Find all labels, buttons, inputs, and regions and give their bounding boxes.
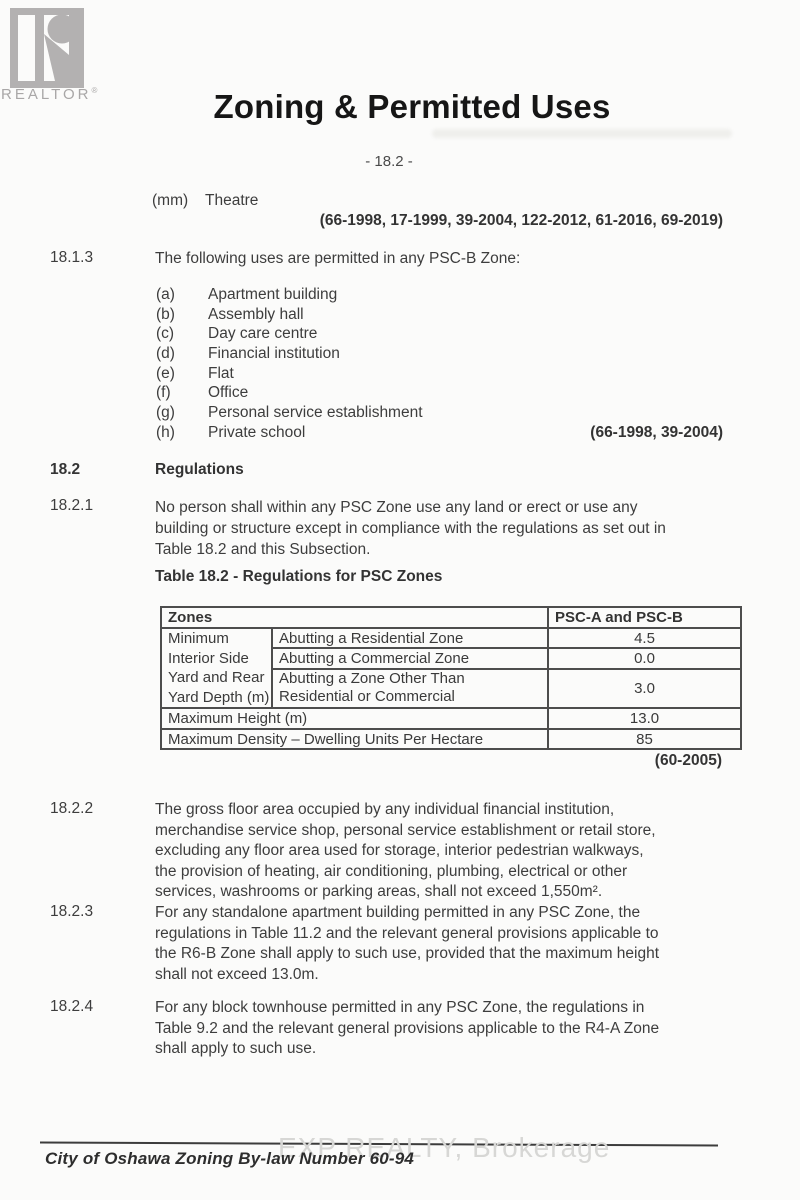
list-item-text: Day care centre <box>208 325 318 343</box>
section-number: 18.2.1 <box>50 497 94 514</box>
section-number: 18.2.4 <box>50 998 94 1015</box>
value-cell: 3.0 <box>548 669 741 709</box>
list-item-text: Flat <box>208 364 234 382</box>
list-item-label: (h) <box>156 423 175 441</box>
list-item-label: (g) <box>156 404 175 422</box>
column-header-zones: Zones <box>161 607 548 628</box>
list-item-text: Office <box>208 384 249 402</box>
table-title: Table 18.2 - Regulations for PSC Zones <box>155 568 443 585</box>
section-heading: Regulations <box>155 461 244 478</box>
list-item <box>156 325 723 345</box>
list-item-text: Personal service establishment <box>208 404 423 422</box>
section-text: For any block townhouse permitted in any PSC Zone, the regulations in Table 9.2 and the relevant general provisions applicable to the R4-A Zone shall apply to such use. <box>155 999 660 1057</box>
value-cell: 13.0 <box>548 708 741 729</box>
list-item <box>156 306 723 326</box>
table-row <box>161 628 741 648</box>
table-row <box>161 729 741 749</box>
section-number: 18.2.2 <box>50 800 94 817</box>
use-item-text: Theatre <box>205 192 259 209</box>
list-item <box>156 286 723 306</box>
condition-cell: Abutting a Commercial Zone <box>272 648 548 668</box>
condition-cell: Abutting a Residential Zone <box>272 628 548 648</box>
amendment-references: (66-1998, 17-1999, 39-2004, 122-2012, 61-2016, 69-2019) <box>319 212 723 229</box>
realtor-r-icon <box>10 8 84 88</box>
list-item-text: Assembly hall <box>208 305 304 323</box>
realtor-logo-icon <box>10 8 84 93</box>
section-number: 18.1.3 <box>50 249 94 266</box>
permitted-uses-list <box>156 286 723 444</box>
list-item-text: Financial institution <box>208 345 340 363</box>
list-item <box>156 345 723 365</box>
column-header-psc: PSC-A and PSC-B <box>548 607 741 628</box>
list-item-text: Private school <box>208 423 306 441</box>
row-label: Maximum Height (m) <box>161 708 548 729</box>
list-item-label: (d) <box>156 345 175 363</box>
amendment-references: (66-1998, 39-2004) <box>590 423 723 441</box>
use-item-label: (mm) <box>152 192 189 209</box>
section-number: 18.2 <box>50 461 81 478</box>
section-text: For any standalone apartment building permitted in any PSC Zone, the regulations in Table 11.2 and the relevant general provisions applicable to the R6-B Zone shall apply to such use, provided that the maximum height shall not exceed 13.0m. <box>155 904 660 983</box>
value-cell: 0.0 <box>548 648 741 668</box>
section-number: 18.2.3 <box>50 903 94 920</box>
list-item <box>156 424 723 444</box>
registered-trademark-symbol: ® <box>91 86 98 95</box>
list-item-label: (b) <box>156 305 175 323</box>
realtor-wordmark: REALTOR <box>1 86 92 103</box>
table-header-row <box>161 607 741 628</box>
brokerage-watermark: EXP REALTY, Brokerage <box>278 1132 611 1163</box>
list-item <box>156 384 723 404</box>
scan-artifact <box>432 129 732 138</box>
list-item <box>156 404 723 424</box>
amendment-references: (60-2005) <box>654 752 722 769</box>
page-title: Zoning & Permitted Uses <box>213 88 611 125</box>
list-item-label: (c) <box>156 325 175 343</box>
list-item <box>156 365 723 385</box>
value-cell: 4.5 <box>548 628 741 648</box>
section-text: No person shall within any PSC Zone use any land or erect or use any building or structure except in compliance with the regulations as set out in Table 18.2 and this Subsection. <box>155 499 666 558</box>
regulations-table <box>160 606 742 750</box>
list-item-label: (e) <box>156 364 175 382</box>
row-group-label: Minimum Interior Side Yard and Rear Yard Depth (m) <box>161 628 272 708</box>
value-cell: 85 <box>548 729 741 749</box>
section-text: The following uses are permitted in any PSC-B Zone: <box>155 250 521 267</box>
list-item-text: Apartment building <box>208 286 338 303</box>
section-text: The gross floor area occupied by any individual financial institution, merchandise service shop, personal service establishment or retail store, excluding any floor area used for storage, interior pedestrian walkways, the provision of heating, air conditioning, plumbing, electrical or other services, washrooms or parking areas, shall not exceed 1,550m². <box>155 801 656 900</box>
row-label: Maximum Density – Dwelling Units Per Hectare <box>161 729 548 749</box>
list-item-label: (f) <box>156 384 171 402</box>
condition-cell: Abutting a Zone Other Than Residential or Commercial <box>272 669 548 709</box>
section-marker: - 18.2 - <box>365 153 413 170</box>
list-item-label: (a) <box>156 286 175 303</box>
footer-bylaw-title: City of Oshawa Zoning By-law Number 60-94 <box>45 1149 415 1168</box>
table-row <box>161 708 741 729</box>
